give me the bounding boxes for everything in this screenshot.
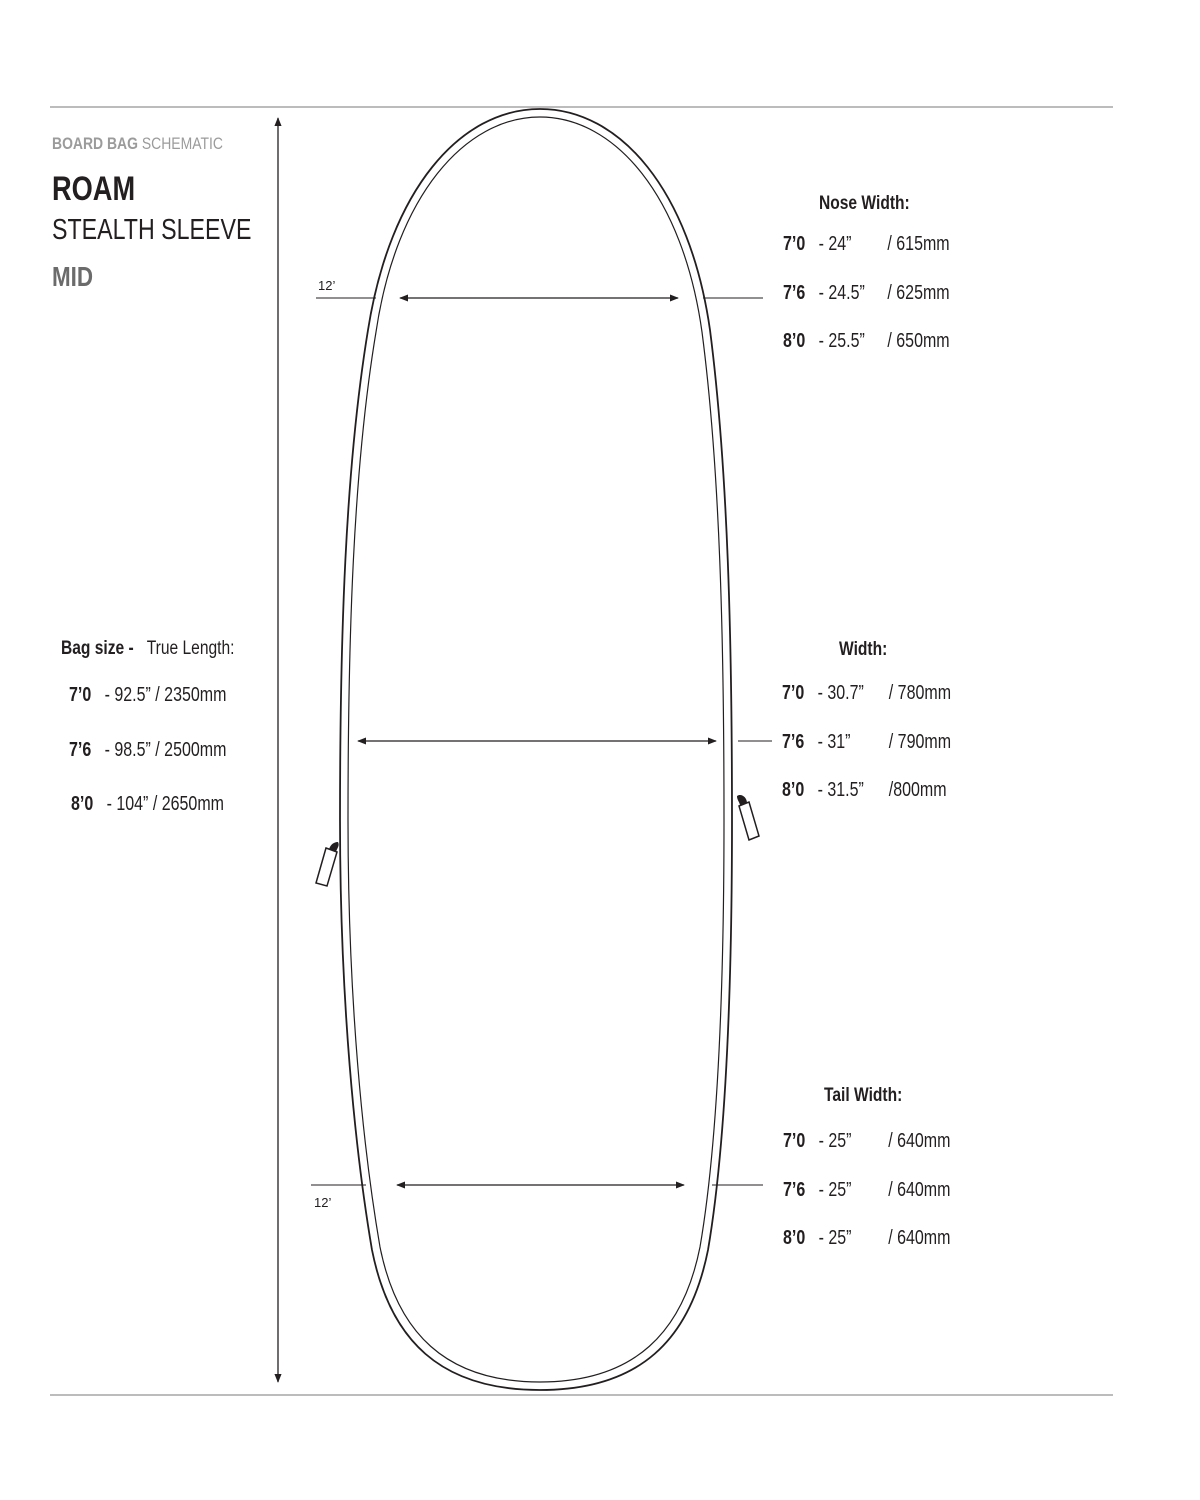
- zipper-pull-right-icon: [737, 795, 759, 840]
- metric-value: /800mm: [888, 779, 947, 801]
- imperial-value: - 31.5”: [817, 779, 864, 801]
- width-row: [782, 779, 947, 802]
- length-label: True Length:: [146, 638, 235, 659]
- imperial-value: - 24”: [818, 233, 852, 255]
- schematic-kicker: [52, 134, 223, 154]
- metric-value: / 640mm: [888, 1227, 951, 1249]
- model-subtitle: STEALTH SLEEVE: [52, 214, 252, 246]
- metric-value: / 625mm: [887, 282, 950, 304]
- length-label-bold: Bag size -: [61, 638, 134, 659]
- metric-value: / 790mm: [888, 731, 952, 753]
- imperial-value: - 24.5”: [818, 282, 865, 304]
- width-title: [839, 639, 887, 661]
- length-row: [69, 739, 226, 762]
- size-label: 7’6: [782, 731, 805, 753]
- metric-value: / 640mm: [888, 1130, 951, 1152]
- imperial-value: - 92.5”: [104, 684, 151, 706]
- size-label: 7’0: [783, 233, 806, 255]
- imperial-value: - 25”: [818, 1179, 852, 1201]
- metric-value: / 650mm: [887, 330, 950, 352]
- size-label: 8’0: [71, 793, 94, 815]
- tail-width-title-text: Tail Width:: [824, 1085, 903, 1106]
- model-title: ROAM: [52, 170, 136, 208]
- tail-marker-label: 12’: [314, 1195, 332, 1210]
- bag-outline-outer: [340, 109, 732, 1390]
- size-label: 8’0: [783, 1227, 806, 1249]
- imperial-value: - 104”: [106, 793, 149, 815]
- nose-width-row: [783, 233, 950, 256]
- size-label: 7’0: [783, 1130, 806, 1152]
- nose-width-row: [783, 330, 950, 353]
- size-label: 7’6: [783, 282, 806, 304]
- tail-width-row: [783, 1130, 950, 1153]
- size-label: 7’6: [69, 739, 92, 761]
- size-label: 8’0: [783, 330, 806, 352]
- metric-value: / 2350mm: [155, 684, 227, 706]
- imperial-value: - 98.5”: [104, 739, 151, 761]
- nose-width-title-text: Nose Width:: [819, 193, 910, 214]
- tail-width-row: [783, 1227, 950, 1250]
- metric-value: / 2500mm: [155, 739, 227, 761]
- fit-label: MID: [52, 261, 94, 292]
- bag-outline-inner: [348, 117, 724, 1382]
- size-label: 7’0: [69, 684, 92, 706]
- metric-value: / 780mm: [888, 682, 952, 704]
- width-row: [782, 731, 951, 754]
- kicker-light: SCHEMATIC: [141, 134, 223, 153]
- nose-width-title: [819, 193, 910, 215]
- length-spec-header: [61, 638, 235, 660]
- imperial-value: - 25.5”: [818, 330, 865, 352]
- nose-marker-label: 12’: [318, 278, 336, 293]
- width-title-text: Width:: [839, 639, 888, 660]
- length-row: [69, 684, 226, 707]
- tail-width-row: [783, 1179, 950, 1202]
- imperial-value: - 25”: [818, 1227, 852, 1249]
- zipper-pull-left-icon: [316, 842, 339, 886]
- width-row: [782, 682, 951, 705]
- imperial-value: - 30.7”: [817, 682, 864, 704]
- tail-width-title: [824, 1085, 902, 1107]
- size-label: 7’6: [783, 1179, 806, 1201]
- metric-value: / 615mm: [887, 233, 950, 255]
- metric-value: / 640mm: [888, 1179, 951, 1201]
- size-label: 7’0: [782, 682, 805, 704]
- metric-value: / 2650mm: [152, 793, 224, 815]
- imperial-value: - 25”: [818, 1130, 852, 1152]
- nose-width-row: [783, 282, 950, 305]
- length-row: [71, 793, 224, 816]
- size-label: 8’0: [782, 779, 805, 801]
- imperial-value: - 31”: [817, 731, 851, 753]
- kicker-bold: BOARD BAG: [52, 134, 138, 153]
